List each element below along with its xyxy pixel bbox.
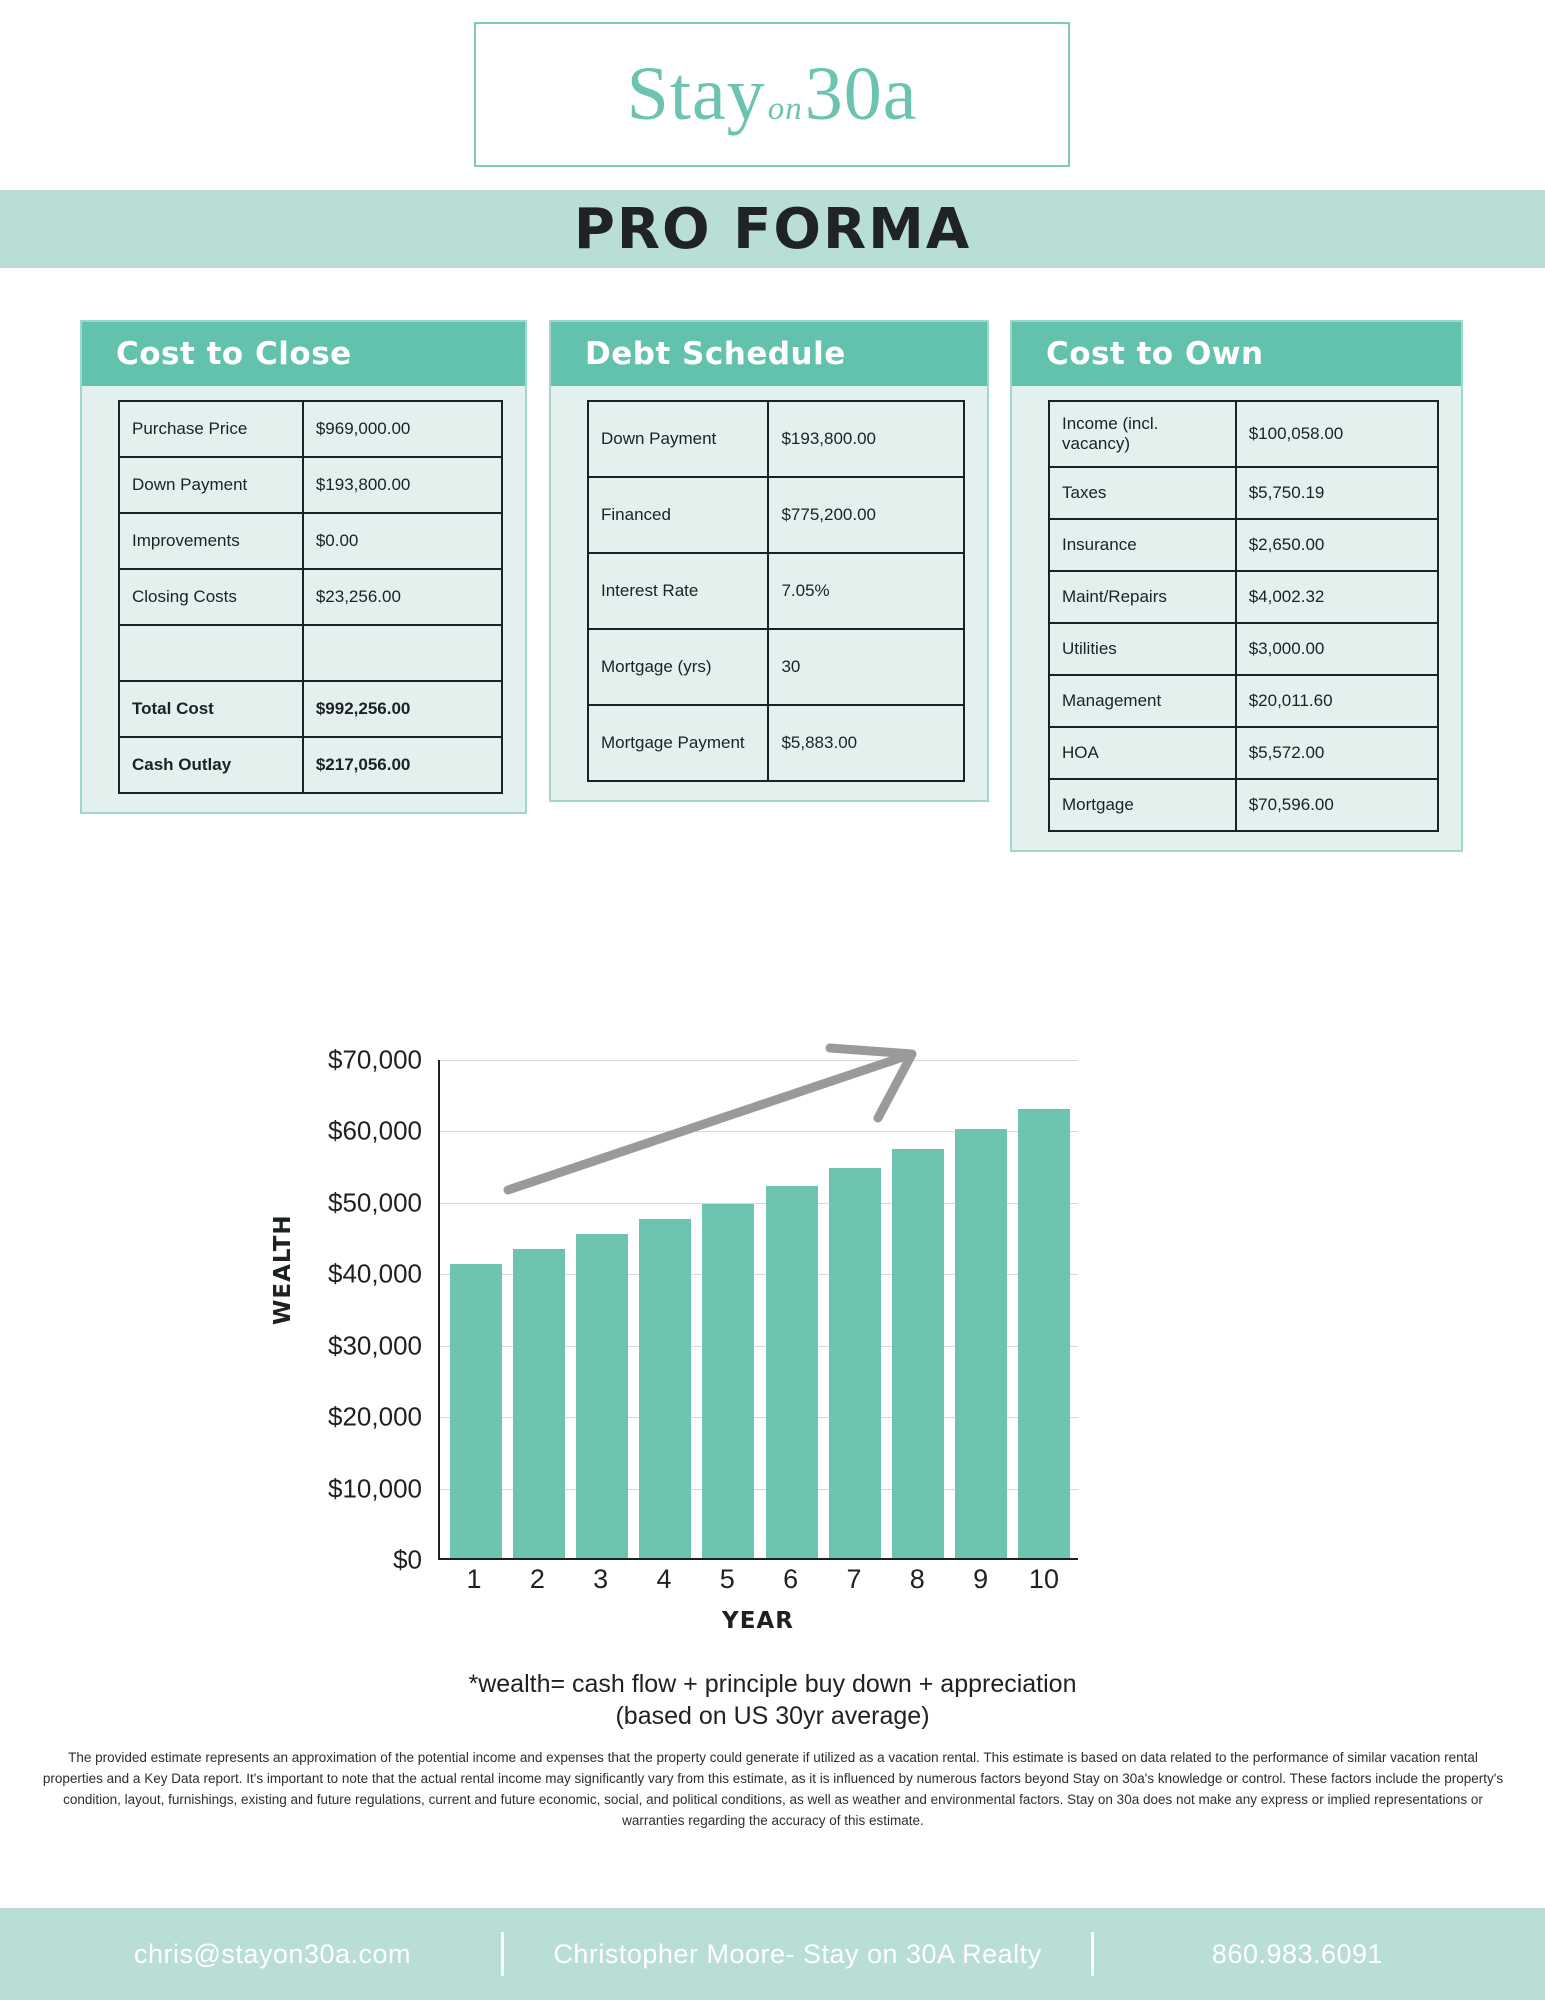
- panel-debt-schedule: [549, 320, 989, 802]
- row-value: $193,800.00: [303, 457, 502, 513]
- table-row: [119, 681, 502, 737]
- row-label: Cash Outlay: [119, 737, 303, 793]
- row-label: Mortgage: [1049, 779, 1236, 831]
- wealth-note-line1: *wealth= cash flow + principle buy down + appreciation: [468, 1670, 1077, 1698]
- row-value: $5,750.19: [1236, 467, 1438, 519]
- row-value: $70,596.00: [1236, 779, 1438, 831]
- row-value: $969,000.00: [303, 401, 502, 457]
- table-row: [588, 477, 964, 553]
- table-row: [588, 629, 964, 705]
- row-value: $217,056.00: [303, 737, 502, 793]
- table-row: [1049, 779, 1438, 831]
- chart-x-tick: 3: [593, 1564, 609, 1594]
- chart-bar: [1018, 1109, 1070, 1558]
- row-label: Management: [1049, 675, 1236, 727]
- panel-cost-to-own: [1010, 320, 1463, 852]
- row-value: $3,000.00: [1236, 623, 1438, 675]
- chart-y-ticks: [290, 1044, 430, 1575]
- chart-x-tick: 4: [656, 1564, 672, 1594]
- footer-content: [58, 1932, 1488, 1976]
- chart-y-tick: $30,000: [328, 1330, 422, 1361]
- table-row: [1049, 727, 1438, 779]
- row-label: [119, 625, 303, 681]
- disclaimer-text: The provided estimate represents an approximation of the potential income and expenses that the property could generate if utilized as a vacation rental. This estimate is based on data related to the performance of similar vacation rental properties and a Key Data report. It's important to note that the actual rental income may significantly vary from this estimate, as it is influenced by numerous factors beyond Stay on 30a's knowledge or control. These factors include the property's condition, layout, furnishings, existing and future regulations, current and future economic, social, and political conditions, as well as weather and environmental factors. Stay on 30a does not make any express or implied representations or warranties regarding the accuracy of this estimate.: [42, 1750, 1504, 1828]
- wealth-chart: [270, 1044, 1120, 1650]
- table-row: [588, 401, 964, 477]
- chart-bar: [576, 1234, 628, 1558]
- chart-x-tick: 10: [1028, 1564, 1059, 1594]
- row-label: Purchase Price: [119, 401, 303, 457]
- chart-bar: [513, 1249, 565, 1558]
- row-value: 30: [768, 629, 964, 705]
- row-value: $193,800.00: [768, 401, 964, 477]
- chart-y-tick: $70,000: [328, 1044, 422, 1075]
- table-row: [1049, 467, 1438, 519]
- table-row: [588, 553, 964, 629]
- row-label: Total Cost: [119, 681, 303, 737]
- table-row: [588, 705, 964, 781]
- wealth-note-line2: (based on US 30yr average): [615, 1702, 930, 1730]
- row-label: Financed: [588, 477, 768, 553]
- panel-cost-to-close: [80, 320, 527, 814]
- page-title: PRO FORMA: [573, 196, 972, 262]
- table-debt-schedule: [587, 400, 965, 782]
- chart-y-tick: $60,000: [328, 1115, 422, 1146]
- row-label: Down Payment: [119, 457, 303, 513]
- footer-bar: [0, 1908, 1545, 2000]
- chart-bar: [892, 1149, 944, 1558]
- row-label: HOA: [1049, 727, 1236, 779]
- row-label: Down Payment: [588, 401, 768, 477]
- row-value: $992,256.00: [303, 681, 502, 737]
- row-value: [303, 625, 502, 681]
- footer-phone[interactable]: 860.983.6091: [1211, 1938, 1384, 1969]
- row-label: Closing Costs: [119, 569, 303, 625]
- row-label: Interest Rate: [588, 553, 768, 629]
- row-value: 7.05%: [768, 553, 964, 629]
- table-row: [119, 513, 502, 569]
- logo-word-on: on: [767, 91, 803, 127]
- wealth-definition-note: [0, 1668, 1545, 1732]
- table-cost-to-close: [118, 400, 503, 794]
- chart-y-axis-label: WEALTH: [270, 1214, 296, 1325]
- table-row: [119, 401, 502, 457]
- table-row: [119, 457, 502, 513]
- chart-x-tick: 2: [529, 1564, 545, 1594]
- chart-x-ticks: [438, 1564, 1078, 1595]
- chart-x-tick: 7: [846, 1564, 862, 1594]
- row-value: $2,650.00: [1236, 519, 1438, 571]
- chart-x-tick: 6: [783, 1564, 799, 1594]
- table-cost-to-own: [1048, 400, 1439, 832]
- row-label: Maint/Repairs: [1049, 571, 1236, 623]
- row-label: Mortgage Payment: [588, 705, 768, 781]
- chart-bars: [440, 1060, 1078, 1558]
- panel-body-debt-schedule: [551, 386, 987, 800]
- row-label: Income (incl. vacancy): [1049, 401, 1236, 467]
- chart-y-tick: $0: [393, 1544, 422, 1575]
- row-value: $5,883.00: [768, 705, 964, 781]
- table-row: [1049, 519, 1438, 571]
- logo-text: [627, 51, 918, 138]
- panel-body-cost-to-own: [1012, 386, 1461, 850]
- chart-x-tick: 8: [909, 1564, 925, 1594]
- panel-header-cost-to-close: Cost to Close: [82, 322, 525, 386]
- row-label: Mortgage (yrs): [588, 629, 768, 705]
- footer-divider: [501, 1932, 504, 1976]
- chart-bar: [829, 1168, 881, 1558]
- chart-x-tick: 5: [719, 1564, 735, 1594]
- row-label: Utilities: [1049, 623, 1236, 675]
- row-value: $5,572.00: [1236, 727, 1438, 779]
- row-label: Insurance: [1049, 519, 1236, 571]
- panel-body-cost-to-close: [82, 386, 525, 812]
- row-value: $23,256.00: [303, 569, 502, 625]
- row-label: Taxes: [1049, 467, 1236, 519]
- chart-x-axis-label: YEAR: [722, 1608, 794, 1634]
- footer-agent-name: Christopher Moore- Stay on 30A Realty: [553, 1938, 1042, 1969]
- footer-email[interactable]: chris@stayon30a.com: [133, 1938, 412, 1969]
- row-value: $4,002.32: [1236, 571, 1438, 623]
- table-row: [1049, 401, 1438, 467]
- chart-y-tick: $10,000: [328, 1473, 422, 1504]
- footer-divider: [1091, 1932, 1094, 1976]
- chart-bar: [702, 1204, 754, 1558]
- chart-plot-area: [438, 1060, 1078, 1560]
- chart-bar: [639, 1219, 691, 1558]
- chart-bar: [450, 1264, 502, 1558]
- chart-x-tick: 9: [973, 1564, 989, 1594]
- table-row: [1049, 675, 1438, 727]
- panel-header-debt-schedule: Debt Schedule: [551, 322, 987, 386]
- row-value: $20,011.60: [1236, 675, 1438, 727]
- chart-bar: [766, 1186, 818, 1558]
- table-row: [119, 737, 502, 793]
- chart-x-tick: 1: [466, 1564, 482, 1594]
- panel-header-cost-to-own: Cost to Own: [1012, 322, 1461, 386]
- logo-word-stay: Stay: [626, 52, 766, 136]
- chart-bar: [955, 1129, 1007, 1558]
- row-label: Improvements: [119, 513, 303, 569]
- logo: [474, 22, 1070, 167]
- chart-y-tick: $50,000: [328, 1187, 422, 1218]
- chart-y-tick: $20,000: [328, 1401, 422, 1432]
- row-value: $0.00: [303, 513, 502, 569]
- chart-y-tick: $40,000: [328, 1258, 422, 1289]
- row-value: $775,200.00: [768, 477, 964, 553]
- table-row-empty: [119, 625, 502, 681]
- title-band: [0, 190, 1545, 268]
- table-row: [1049, 623, 1438, 675]
- table-row: [1049, 571, 1438, 623]
- table-row: [119, 569, 502, 625]
- row-value: $100,058.00: [1236, 401, 1438, 467]
- logo-word-30a: 30a: [804, 52, 918, 136]
